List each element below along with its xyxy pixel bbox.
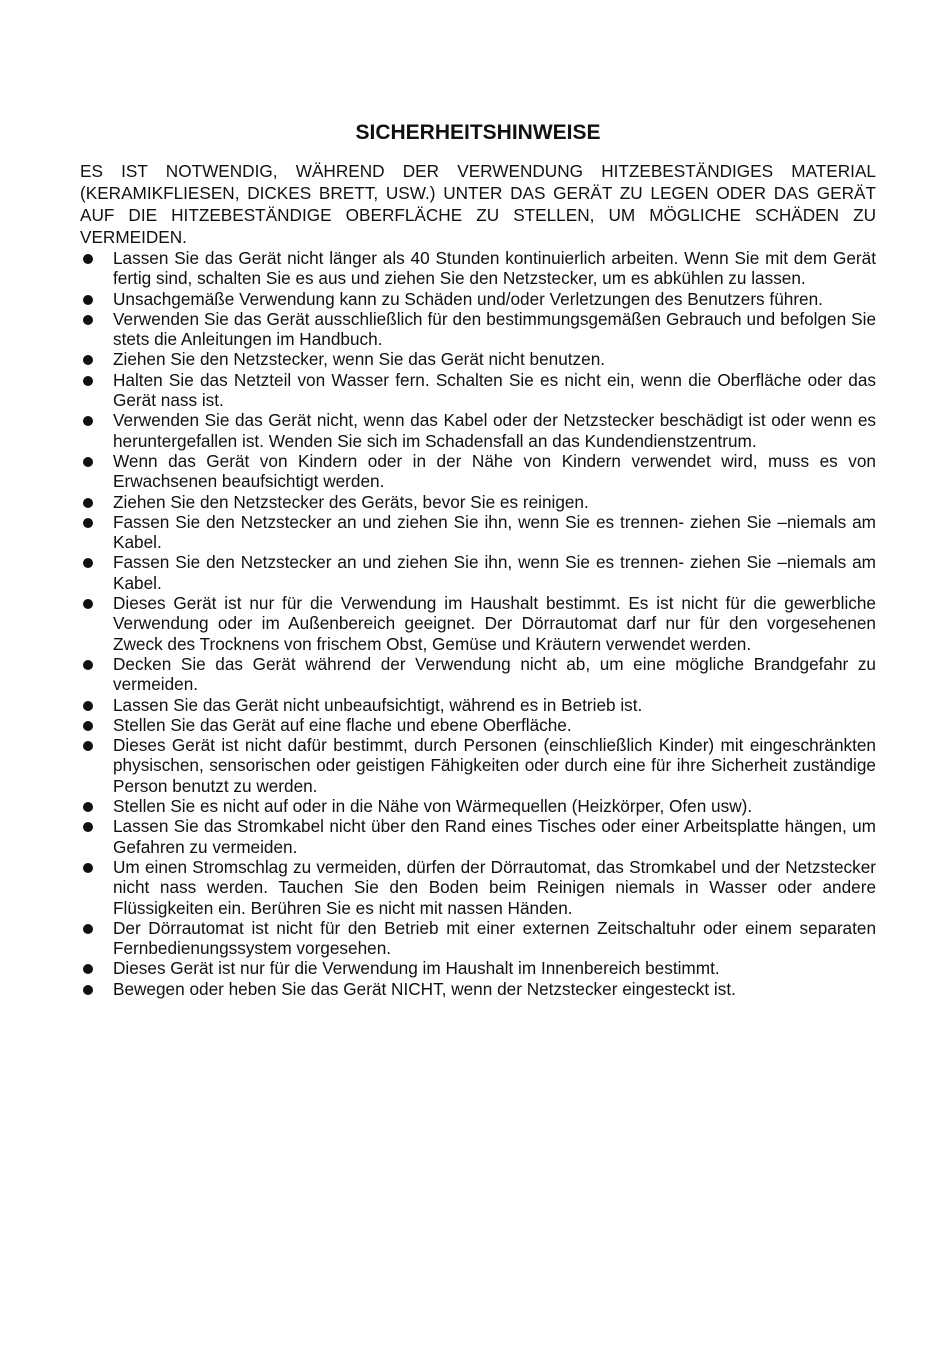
bullet-icon <box>83 254 93 264</box>
page-title: SICHERHEITSHINWEISE <box>355 121 601 144</box>
list-item <box>80 349 876 369</box>
bullet-icon <box>83 660 93 670</box>
list-item <box>80 979 876 999</box>
bullet-icon <box>83 802 93 812</box>
bullet-icon <box>83 315 93 325</box>
list-item-text: Stellen Sie das Gerät auf eine flache und ebene Oberfläche. <box>113 714 572 735</box>
list-item-text: Lassen Sie das Gerät nicht unbeaufsichtigt, während es in Betrieb ist. <box>113 694 643 715</box>
list-item <box>80 289 876 309</box>
list-item-text: Ziehen Sie den Netzstecker, wenn Sie das Gerät nicht benutzen. <box>113 349 606 370</box>
list-item-text: Halten Sie das Netzteil von Wasser fern. Schalten Sie es nicht ein, wenn die Oberfläche oder das Gerät nass ist. <box>113 369 876 411</box>
list-item-text: Bewegen oder heben Sie das Gerät NICHT, wenn der Netzstecker eingesteckt ist. <box>113 978 736 999</box>
bullet-icon <box>83 457 93 467</box>
list-item-text: Wenn das Gerät von Kindern oder in der Nähe von Kindern verwendet wird, muss es von Erwachsenen beaufsichtigt werden. <box>113 450 876 492</box>
list-item <box>80 451 876 492</box>
list-item <box>80 735 876 796</box>
list-item <box>80 857 876 918</box>
bullet-icon <box>83 558 93 568</box>
list-item <box>80 695 876 715</box>
list-item-text: Um einen Stromschlag zu vermeiden, dürfen der Dörrautomat, das Stromkabel und der Netzstecker nicht nass werden. Tauchen Sie den Boden beim Reinigen niemals in Wasser oder andere Flüssigkeiten ein. Berühren Sie es nicht mit nassen Händen. <box>113 856 876 918</box>
list-item <box>80 918 876 959</box>
bullet-icon <box>83 599 93 609</box>
list-item <box>80 248 876 289</box>
list-item <box>80 715 876 735</box>
list-item-text: Stellen Sie es nicht auf oder in die Nähe von Wärmequellen (Heizkörper, Ofen usw). <box>113 796 753 817</box>
bullet-icon <box>83 518 93 528</box>
list-item-text: Dieses Gerät ist nur für die Verwendung im Haushalt bestimmt. Es ist nicht für die gewerbliche Verwendung oder im Außenbereich geeignet. Der Dörrautomat darf nur für den vorgesehenen Zweck des Trocknens von frischem Obst, Gemüse und Kräutern verwendet werden. <box>113 593 876 654</box>
list-item-text: Ziehen Sie den Netzstecker des Geräts, bevor Sie es reinigen. <box>113 491 589 512</box>
list-item <box>80 512 876 553</box>
list-item <box>80 552 876 593</box>
safety-instructions-page <box>80 118 876 999</box>
bullet-icon <box>83 498 93 508</box>
bullet-icon <box>83 416 93 426</box>
list-item-text: Der Dörrautomat ist nicht für den Betrieb mit einer externen Zeitschaltuhr oder einem separaten Fernbedienungssystem vorgesehen. <box>113 917 876 959</box>
bullet-icon <box>83 295 93 305</box>
list-item-text: Decken Sie das Gerät während der Verwendung nicht ab, um eine mögliche Brandgefahr zu vermeiden. <box>113 653 876 695</box>
bullet-icon <box>83 741 93 751</box>
list-item-text: Fassen Sie den Netzstecker an und ziehen Sie ihn, wenn Sie es trennen- ziehen Sie –niemals am Kabel. <box>113 511 876 553</box>
safety-list <box>80 248 876 999</box>
list-item <box>80 309 876 350</box>
list-item <box>80 410 876 451</box>
bullet-icon <box>83 721 93 731</box>
list-item <box>80 492 876 512</box>
list-item-text: Lassen Sie das Gerät nicht länger als 40 Stunden kontinuierlich arbeiten. Wenn Sie mit dem Gerät fertig sind, schalten Sie es aus und ziehen Sie den Netzstecker, um es abkühlen zu lassen. <box>113 248 876 289</box>
list-item-text: Dieses Gerät ist nur für die Verwendung im Haushalt im Innenbereich bestimmt. <box>113 958 720 979</box>
list-item <box>80 958 876 978</box>
bullet-icon <box>83 863 93 873</box>
list-item-text: Dieses Gerät ist nicht dafür bestimmt, durch Personen (einschließlich Kinder) mit eingeschränkten physischen, sensorischen oder geistigen Fähigkeiten oder durch eine für ihre Sicherheit zuständige Person benutzt zu werden. <box>113 735 876 796</box>
list-item <box>80 796 876 816</box>
list-item-text: Unsachgemäße Verwendung kann zu Schäden und/oder Verletzungen des Benutzers führen. <box>113 288 823 309</box>
bullet-icon <box>83 822 93 832</box>
bullet-icon <box>83 355 93 365</box>
list-item <box>80 593 876 654</box>
intro-paragraph: ES IST NOTWENDIG, WÄHREND DER VERWENDUNG HITZEBESTÄNDIGES MATERIAL (KERAMIKFLIESEN, DICKES BRETT, USW.) UNTER DAS GERÄT ZU LEGEN ODER DAS GERÄT AUF DIE HITZEBESTÄNDIGE OBERFLÄCHE ZU STELLEN, UM MÖGLICHE SCHÄDEN ZU VERMEIDEN. <box>80 161 876 247</box>
bullet-icon <box>83 964 93 974</box>
list-item-text: Verwenden Sie das Gerät nicht, wenn das Kabel oder der Netzstecker beschädigt ist oder wenn es heruntergefallen ist. Wenden Sie sich im Schadensfall an das Kundendienstzentrum. <box>113 410 876 451</box>
bullet-icon <box>83 376 93 386</box>
list-item-text: Verwenden Sie das Gerät ausschließlich für den bestimmungsgemäßen Gebrauch und befolgen Sie stets die Anleitungen im Handbuch. <box>113 308 876 350</box>
list-item <box>80 370 876 411</box>
list-item <box>80 816 876 857</box>
bullet-icon <box>83 985 93 995</box>
list-item <box>80 654 876 695</box>
bullet-icon <box>83 701 93 711</box>
bullet-icon <box>83 924 93 934</box>
list-item-text: Lassen Sie das Stromkabel nicht über den Rand eines Tisches oder einer Arbeitsplatte hängen, um Gefahren zu vermeiden. <box>113 816 876 857</box>
list-item-text: Fassen Sie den Netzstecker an und ziehen Sie ihn, wenn Sie es trennen- ziehen Sie –niemals am Kabel. <box>113 552 876 593</box>
